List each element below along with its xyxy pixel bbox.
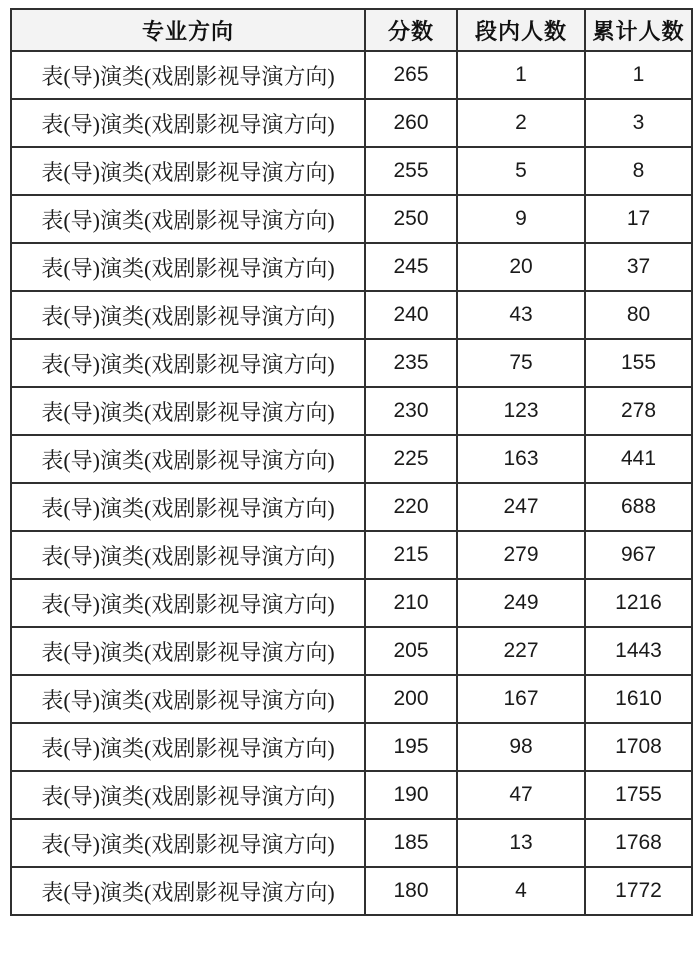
cell-score: 220	[365, 483, 457, 531]
cell-score: 235	[365, 339, 457, 387]
table-row	[11, 195, 692, 243]
cell-major-direction: 表(导)演类(戏剧影视导演方向)	[11, 675, 365, 723]
table-row	[11, 291, 692, 339]
table-header	[11, 9, 692, 51]
cell-major-direction: 表(导)演类(戏剧影视导演方向)	[11, 51, 365, 99]
cell-segment-count: 247	[457, 483, 585, 531]
cell-segment-count: 4	[457, 867, 585, 915]
table-row	[11, 627, 692, 675]
cell-segment-count: 163	[457, 435, 585, 483]
cell-major-direction: 表(导)演类(戏剧影视导演方向)	[11, 483, 365, 531]
cell-major-direction: 表(导)演类(戏剧影视导演方向)	[11, 339, 365, 387]
header-cell-score: 分数	[365, 9, 457, 51]
cell-score: 205	[365, 627, 457, 675]
cell-segment-count: 5	[457, 147, 585, 195]
cell-score: 255	[365, 147, 457, 195]
cell-cumulative-count: 155	[585, 339, 692, 387]
cell-segment-count: 167	[457, 675, 585, 723]
cell-cumulative-count: 688	[585, 483, 692, 531]
header-cell-cumulative-count: 累计人数	[585, 9, 692, 51]
table-row	[11, 99, 692, 147]
cell-major-direction: 表(导)演类(戏剧影视导演方向)	[11, 627, 365, 675]
cell-cumulative-count: 967	[585, 531, 692, 579]
cell-cumulative-count: 1768	[585, 819, 692, 867]
cell-score: 190	[365, 771, 457, 819]
table-row	[11, 819, 692, 867]
table-row	[11, 867, 692, 915]
cell-major-direction: 表(导)演类(戏剧影视导演方向)	[11, 291, 365, 339]
table-row	[11, 435, 692, 483]
score-distribution-table	[10, 8, 693, 916]
cell-segment-count: 1	[457, 51, 585, 99]
cell-segment-count: 20	[457, 243, 585, 291]
cell-major-direction: 表(导)演类(戏剧影视导演方向)	[11, 867, 365, 915]
table-body	[11, 51, 692, 915]
header-row	[11, 9, 692, 51]
table-row	[11, 147, 692, 195]
cell-major-direction: 表(导)演类(戏剧影视导演方向)	[11, 387, 365, 435]
cell-score: 225	[365, 435, 457, 483]
cell-score: 265	[365, 51, 457, 99]
cell-segment-count: 227	[457, 627, 585, 675]
table-row	[11, 675, 692, 723]
cell-major-direction: 表(导)演类(戏剧影视导演方向)	[11, 771, 365, 819]
cell-segment-count: 98	[457, 723, 585, 771]
cell-segment-count: 43	[457, 291, 585, 339]
cell-score: 230	[365, 387, 457, 435]
cell-cumulative-count: 17	[585, 195, 692, 243]
cell-segment-count: 47	[457, 771, 585, 819]
cell-major-direction: 表(导)演类(戏剧影视导演方向)	[11, 99, 365, 147]
table-row	[11, 771, 692, 819]
table-row	[11, 723, 692, 771]
cell-cumulative-count: 1610	[585, 675, 692, 723]
cell-major-direction: 表(导)演类(戏剧影视导演方向)	[11, 435, 365, 483]
cell-cumulative-count: 1772	[585, 867, 692, 915]
cell-score: 250	[365, 195, 457, 243]
cell-cumulative-count: 37	[585, 243, 692, 291]
cell-score: 195	[365, 723, 457, 771]
table-row	[11, 531, 692, 579]
table-row	[11, 339, 692, 387]
cell-cumulative-count: 1708	[585, 723, 692, 771]
cell-score: 180	[365, 867, 457, 915]
cell-score: 260	[365, 99, 457, 147]
cell-major-direction: 表(导)演类(戏剧影视导演方向)	[11, 579, 365, 627]
cell-segment-count: 13	[457, 819, 585, 867]
cell-segment-count: 279	[457, 531, 585, 579]
cell-cumulative-count: 1755	[585, 771, 692, 819]
cell-cumulative-count: 278	[585, 387, 692, 435]
table-row	[11, 51, 692, 99]
table-row	[11, 483, 692, 531]
cell-major-direction: 表(导)演类(戏剧影视导演方向)	[11, 147, 365, 195]
table-row	[11, 243, 692, 291]
cell-major-direction: 表(导)演类(戏剧影视导演方向)	[11, 723, 365, 771]
cell-major-direction: 表(导)演类(戏剧影视导演方向)	[11, 531, 365, 579]
table-row	[11, 387, 692, 435]
cell-score: 240	[365, 291, 457, 339]
cell-major-direction: 表(导)演类(戏剧影视导演方向)	[11, 819, 365, 867]
cell-cumulative-count: 3	[585, 99, 692, 147]
header-cell-major-direction: 专业方向	[11, 9, 365, 51]
cell-segment-count: 249	[457, 579, 585, 627]
header-cell-segment-count: 段内人数	[457, 9, 585, 51]
table-row	[11, 579, 692, 627]
cell-cumulative-count: 1443	[585, 627, 692, 675]
cell-score: 245	[365, 243, 457, 291]
cell-score: 200	[365, 675, 457, 723]
cell-segment-count: 9	[457, 195, 585, 243]
cell-cumulative-count: 8	[585, 147, 692, 195]
cell-cumulative-count: 1216	[585, 579, 692, 627]
cell-cumulative-count: 1	[585, 51, 692, 99]
cell-cumulative-count: 80	[585, 291, 692, 339]
cell-segment-count: 123	[457, 387, 585, 435]
cell-major-direction: 表(导)演类(戏剧影视导演方向)	[11, 195, 365, 243]
cell-score: 215	[365, 531, 457, 579]
cell-segment-count: 2	[457, 99, 585, 147]
cell-segment-count: 75	[457, 339, 585, 387]
cell-major-direction: 表(导)演类(戏剧影视导演方向)	[11, 243, 365, 291]
cell-cumulative-count: 441	[585, 435, 692, 483]
cell-score: 185	[365, 819, 457, 867]
cell-score: 210	[365, 579, 457, 627]
